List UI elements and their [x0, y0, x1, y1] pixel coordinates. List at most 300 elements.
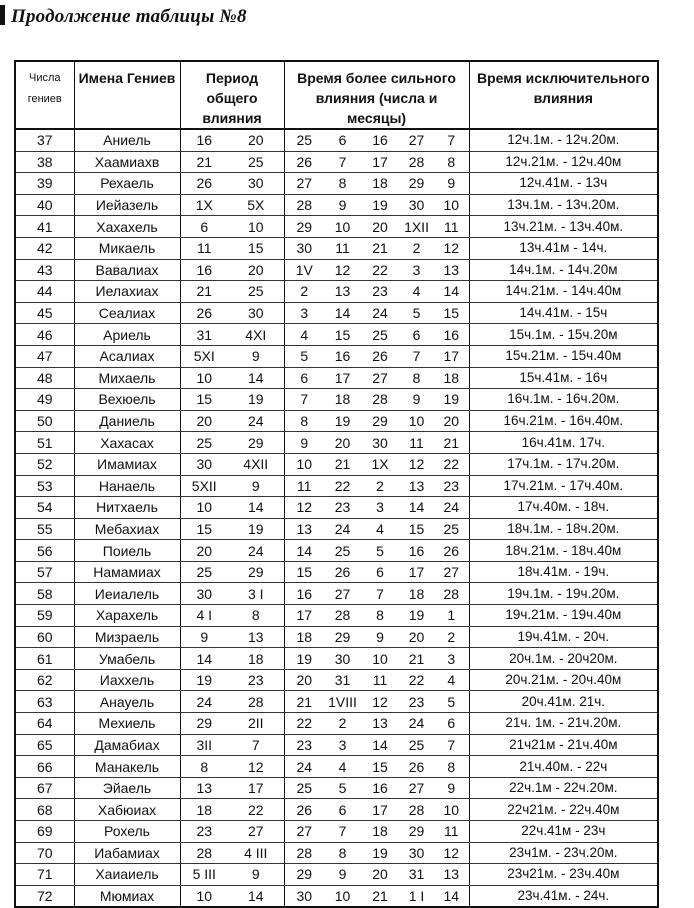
cell-strong-5: 15: [434, 302, 469, 324]
cell-number: 44: [15, 281, 74, 303]
cell-strong-4: 3: [399, 259, 434, 281]
cell-period-end: 15: [228, 237, 284, 259]
table-row: [15, 173, 658, 195]
title-text: Продолжение таблицы №8: [11, 6, 247, 27]
table-row: [15, 561, 658, 583]
table-row: [15, 302, 658, 324]
cell-strong-3: 4: [361, 518, 399, 540]
cell-strong-4: 16: [399, 540, 434, 562]
cell-strong-4: 5: [399, 302, 434, 324]
cell-exclusive-time: 20ч.21м. - 20ч.40м: [469, 669, 658, 691]
table-row: [15, 345, 658, 367]
table-row: [15, 885, 658, 907]
cell-strong-2: 10: [324, 885, 361, 907]
cell-strong-1: 29: [284, 216, 324, 238]
cell-strong-1: 22: [284, 713, 324, 735]
cell-strong-4: 12: [399, 453, 434, 475]
cell-strong-2: 23: [324, 497, 361, 519]
cell-period-end: 28: [228, 691, 284, 713]
table-row: [15, 540, 658, 562]
cell-period-end: 3 I: [228, 583, 284, 605]
cell-period-start: 20: [180, 540, 228, 562]
cell-name: Мебахиах: [74, 518, 180, 540]
cell-period-start: 5 III: [180, 864, 228, 886]
cell-strong-5: 1: [434, 605, 469, 627]
cell-exclusive-time: 21ч.40м. - 22ч: [469, 756, 658, 778]
cell-period-end: 13: [228, 626, 284, 648]
cell-strong-4: 14: [399, 497, 434, 519]
cell-strong-1: 13: [284, 518, 324, 540]
cell-number: 40: [15, 194, 74, 216]
cell-strong-3: 20: [361, 216, 399, 238]
table-row: [15, 367, 658, 389]
cell-period-start: 4 I: [180, 605, 228, 627]
cell-exclusive-time: 13ч.21м. - 13ч.40м.: [469, 216, 658, 238]
cell-strong-4: 6: [399, 324, 434, 346]
table-body: [15, 129, 658, 907]
cell-strong-3: 10: [361, 648, 399, 670]
cell-name: Эйаель: [74, 777, 180, 799]
cell-strong-3: 17: [361, 151, 399, 173]
cell-number: 63: [15, 691, 74, 713]
cell-strong-5: 12: [434, 842, 469, 864]
cell-number: 53: [15, 475, 74, 497]
table-row: [15, 583, 658, 605]
cell-period-start: 6: [180, 216, 228, 238]
cell-strong-5: 5: [434, 691, 469, 713]
cell-strong-3: 25: [361, 324, 399, 346]
cell-strong-4: 18: [399, 583, 434, 605]
cell-strong-4: 27: [399, 777, 434, 799]
cell-name: Вавалиах: [74, 259, 180, 281]
cell-strong-3: 2: [361, 475, 399, 497]
cell-period-end: 25: [228, 151, 284, 173]
cell-strong-1: 25: [284, 129, 324, 151]
cell-strong-2: 19: [324, 410, 361, 432]
cell-strong-5: 7: [434, 129, 469, 151]
cell-period-start: 10: [180, 885, 228, 907]
cell-strong-1: 28: [284, 842, 324, 864]
cell-strong-1: 30: [284, 237, 324, 259]
cell-period-end: 12: [228, 756, 284, 778]
table-row: [15, 497, 658, 519]
cell-period-end: 20: [228, 259, 284, 281]
cell-strong-3: 12: [361, 691, 399, 713]
cell-strong-1: 5: [284, 345, 324, 367]
table-row: [15, 475, 658, 497]
cell-strong-1: 27: [284, 173, 324, 195]
cell-period-end: 20: [228, 129, 284, 151]
cell-strong-2: 7: [324, 151, 361, 173]
page-title: [0, 5, 247, 28]
cell-strong-1: 15: [284, 561, 324, 583]
cell-strong-5: 28: [434, 583, 469, 605]
cell-name: Рехаель: [74, 173, 180, 195]
cell-strong-3: 28: [361, 389, 399, 411]
cell-number: 42: [15, 237, 74, 259]
cell-strong-4: 1XII: [399, 216, 434, 238]
cell-strong-5: 12: [434, 237, 469, 259]
cell-period-end: 14: [228, 885, 284, 907]
cell-number: 37: [15, 129, 74, 151]
cell-name: Иелахиах: [74, 281, 180, 303]
cell-exclusive-time: 17ч.21м. - 17ч.40м.: [469, 475, 658, 497]
cell-period-end: 4XII: [228, 453, 284, 475]
table-row: [15, 605, 658, 627]
cell-number: 49: [15, 389, 74, 411]
cell-strong-3: 27: [361, 367, 399, 389]
table-row: [15, 648, 658, 670]
table-row: [15, 129, 658, 151]
cell-period-start: 18: [180, 799, 228, 821]
cell-strong-1: 26: [284, 799, 324, 821]
cell-strong-2: 18: [324, 389, 361, 411]
cell-period-start: 13: [180, 777, 228, 799]
cell-name: Манакель: [74, 756, 180, 778]
cell-name: Хаамиахв: [74, 151, 180, 173]
cell-strong-1: 12: [284, 497, 324, 519]
cell-period-start: 31: [180, 324, 228, 346]
cell-strong-1: 20: [284, 669, 324, 691]
cell-strong-2: 9: [324, 194, 361, 216]
cell-strong-4: 15: [399, 518, 434, 540]
cell-strong-4: 8: [399, 367, 434, 389]
cell-strong-4: 2: [399, 237, 434, 259]
cell-exclusive-time: 12ч.1м. - 12ч.20м.: [469, 129, 658, 151]
cell-exclusive-time: 15ч.1м. - 15ч.20м: [469, 324, 658, 346]
cell-strong-1: 17: [284, 605, 324, 627]
cell-strong-1: 23: [284, 734, 324, 756]
cell-period-end: 19: [228, 389, 284, 411]
cell-period-start: 16: [180, 129, 228, 151]
cell-strong-5: 21: [434, 432, 469, 454]
cell-number: 52: [15, 453, 74, 475]
cell-strong-3: 29: [361, 410, 399, 432]
cell-name: Поиель: [74, 540, 180, 562]
cell-strong-4: 25: [399, 734, 434, 756]
cell-strong-4: 11: [399, 432, 434, 454]
cell-number: 45: [15, 302, 74, 324]
cell-strong-4: 10: [399, 410, 434, 432]
cell-strong-5: 23: [434, 475, 469, 497]
cell-period-start: 28: [180, 842, 228, 864]
header-stronger-influence: Время более сильного влияния (числа и месяцы): [284, 61, 469, 129]
cell-strong-2: 1VIII: [324, 691, 361, 713]
cell-strong-1: 11: [284, 475, 324, 497]
cell-name: Хахахель: [74, 216, 180, 238]
cell-exclusive-time: 20ч.41м. 21ч.: [469, 691, 658, 713]
genies-table: [14, 60, 659, 908]
cell-strong-4: 21: [399, 648, 434, 670]
cell-strong-2: 3: [324, 734, 361, 756]
cell-period-end: 4XI: [228, 324, 284, 346]
cell-period-end: 18: [228, 648, 284, 670]
cell-period-start: 29: [180, 713, 228, 735]
cell-period-start: 5XII: [180, 475, 228, 497]
cell-strong-2: 11: [324, 237, 361, 259]
cell-period-end: 17: [228, 777, 284, 799]
cell-strong-2: 5: [324, 777, 361, 799]
cell-strong-3: 18: [361, 173, 399, 195]
cell-strong-5: 10: [434, 194, 469, 216]
cell-strong-5: 10: [434, 799, 469, 821]
cell-period-start: 5XI: [180, 345, 228, 367]
cell-strong-2: 6: [324, 129, 361, 151]
cell-period-start: 19: [180, 669, 228, 691]
cell-strong-1: 29: [284, 864, 324, 886]
cell-strong-1: 21: [284, 691, 324, 713]
cell-strong-2: 13: [324, 281, 361, 303]
cell-name: Аниель: [74, 129, 180, 151]
cell-period-end: 29: [228, 561, 284, 583]
cell-period-start: 30: [180, 453, 228, 475]
cell-name: Мехиель: [74, 713, 180, 735]
cell-strong-3: 1X: [361, 453, 399, 475]
cell-number: 48: [15, 367, 74, 389]
table-row: [15, 799, 658, 821]
cell-strong-1: 10: [284, 453, 324, 475]
cell-strong-2: 7: [324, 821, 361, 843]
cell-strong-5: 20: [434, 410, 469, 432]
cell-name: Мизраель: [74, 626, 180, 648]
cell-strong-5: 3: [434, 648, 469, 670]
cell-strong-1: 1V: [284, 259, 324, 281]
cell-name: Умабель: [74, 648, 180, 670]
cell-number: 64: [15, 713, 74, 735]
cell-period-end: 29: [228, 432, 284, 454]
cell-strong-5: 19: [434, 389, 469, 411]
cell-strong-5: 7: [434, 734, 469, 756]
cell-name: Намамиах: [74, 561, 180, 583]
cell-period-end: 14: [228, 367, 284, 389]
header-name: Имена Гениев: [74, 61, 180, 129]
cell-exclusive-time: 18ч.21м. - 18ч.40м: [469, 540, 658, 562]
cell-name: Имамиах: [74, 453, 180, 475]
table-row: [15, 691, 658, 713]
cell-period-end: 24: [228, 410, 284, 432]
cell-number: 41: [15, 216, 74, 238]
table-row: [15, 626, 658, 648]
header-number: Числа гениев: [15, 61, 74, 129]
cell-period-start: 23: [180, 821, 228, 843]
cell-strong-5: 13: [434, 259, 469, 281]
cell-strong-2: 22: [324, 475, 361, 497]
cell-number: 66: [15, 756, 74, 778]
cell-number: 65: [15, 734, 74, 756]
cell-name: Рохель: [74, 821, 180, 843]
cell-period-end: 14: [228, 497, 284, 519]
cell-exclusive-time: 14ч.1м. - 14ч.20м: [469, 259, 658, 281]
cell-strong-3: 14: [361, 734, 399, 756]
cell-name: Иабамиах: [74, 842, 180, 864]
cell-number: 58: [15, 583, 74, 605]
cell-period-start: 20: [180, 410, 228, 432]
cell-name: Асалиах: [74, 345, 180, 367]
cell-strong-4: 1 I: [399, 885, 434, 907]
cell-strong-2: 29: [324, 626, 361, 648]
cell-strong-5: 14: [434, 281, 469, 303]
cell-strong-3: 7: [361, 583, 399, 605]
cell-exclusive-time: 20ч.1м. - 20ч20м.: [469, 648, 658, 670]
cell-strong-3: 18: [361, 821, 399, 843]
table-row: [15, 756, 658, 778]
cell-period-start: 24: [180, 691, 228, 713]
cell-strong-3: 15: [361, 756, 399, 778]
cell-strong-3: 22: [361, 259, 399, 281]
cell-strong-4: 26: [399, 756, 434, 778]
cell-strong-4: 27: [399, 129, 434, 151]
cell-strong-3: 21: [361, 885, 399, 907]
cell-strong-2: 4: [324, 756, 361, 778]
cell-strong-5: 8: [434, 151, 469, 173]
cell-period-start: 10: [180, 367, 228, 389]
cell-strong-1: 24: [284, 756, 324, 778]
cell-strong-5: 24: [434, 497, 469, 519]
cell-strong-3: 19: [361, 194, 399, 216]
cell-strong-1: 25: [284, 777, 324, 799]
cell-number: 68: [15, 799, 74, 821]
cell-strong-2: 6: [324, 799, 361, 821]
cell-number: 43: [15, 259, 74, 281]
cell-period-start: 1X: [180, 194, 228, 216]
cell-strong-5: 9: [434, 173, 469, 195]
cell-exclusive-time: 22ч.1м - 22ч.20м.: [469, 777, 658, 799]
cell-strong-1: 16: [284, 583, 324, 605]
cell-period-start: 15: [180, 389, 228, 411]
cell-strong-5: 27: [434, 561, 469, 583]
cell-strong-3: 16: [361, 777, 399, 799]
cell-strong-1: 26: [284, 151, 324, 173]
cell-strong-2: 27: [324, 583, 361, 605]
cell-strong-4: 20: [399, 626, 434, 648]
cell-exclusive-time: 23ч.41м. - 24ч.: [469, 885, 658, 907]
cell-strong-4: 17: [399, 561, 434, 583]
cell-name: Микаель: [74, 237, 180, 259]
cell-strong-3: 5: [361, 540, 399, 562]
table-row: [15, 518, 658, 540]
cell-strong-1: 14: [284, 540, 324, 562]
cell-period-end: 9: [228, 345, 284, 367]
cell-strong-2: 24: [324, 518, 361, 540]
cell-exclusive-time: 17ч.40м. - 18ч.: [469, 497, 658, 519]
cell-name: Хаиаиель: [74, 864, 180, 886]
cell-strong-2: 9: [324, 864, 361, 886]
cell-period-end: 8: [228, 605, 284, 627]
cell-strong-3: 13: [361, 713, 399, 735]
cell-strong-4: 19: [399, 605, 434, 627]
table-row: [15, 669, 658, 691]
cell-strong-1: 19: [284, 648, 324, 670]
cell-strong-2: 20: [324, 432, 361, 454]
cell-strong-2: 30: [324, 648, 361, 670]
cell-period-start: 16: [180, 259, 228, 281]
cell-strong-2: 2: [324, 713, 361, 735]
cell-strong-4: 29: [399, 821, 434, 843]
table-row: [15, 410, 658, 432]
cell-period-start: 9: [180, 626, 228, 648]
cell-exclusive-time: 23ч21м. - 23ч.40м: [469, 864, 658, 886]
cell-strong-2: 8: [324, 842, 361, 864]
table-row: [15, 259, 658, 281]
cell-exclusive-time: 12ч.41м. - 13ч: [469, 173, 658, 195]
cell-period-end: 22: [228, 799, 284, 821]
cell-exclusive-time: 13ч.41м - 14ч.: [469, 237, 658, 259]
cell-exclusive-time: 21ч. 1м. - 21ч.20м.: [469, 713, 658, 735]
cell-strong-4: 13: [399, 475, 434, 497]
cell-exclusive-time: 16ч.1м. - 16ч.20м.: [469, 389, 658, 411]
cell-strong-5: 11: [434, 216, 469, 238]
cell-strong-2: 16: [324, 345, 361, 367]
table-row: [15, 389, 658, 411]
cell-period-start: 25: [180, 561, 228, 583]
cell-period-end: 30: [228, 173, 284, 195]
cell-exclusive-time: 18ч.41м. - 19ч.: [469, 561, 658, 583]
cell-exclusive-time: 17ч.1м. - 17ч.20м.: [469, 453, 658, 475]
cell-number: 38: [15, 151, 74, 173]
cell-period-start: 3II: [180, 734, 228, 756]
cell-exclusive-time: 13ч.1м. - 13ч.20м.: [469, 194, 658, 216]
table-row: [15, 281, 658, 303]
cell-name: Иейазель: [74, 194, 180, 216]
cell-period-start: 10: [180, 497, 228, 519]
cell-strong-4: 22: [399, 669, 434, 691]
cell-strong-5: 16: [434, 324, 469, 346]
cell-strong-4: 30: [399, 842, 434, 864]
cell-strong-1: 4: [284, 324, 324, 346]
cell-exclusive-time: 21ч21м - 21ч.40м: [469, 734, 658, 756]
cell-period-end: 7: [228, 734, 284, 756]
table-row: [15, 864, 658, 886]
cell-name: Ариель: [74, 324, 180, 346]
cell-number: 47: [15, 345, 74, 367]
cell-exclusive-time: 22ч.41м - 23ч: [469, 821, 658, 843]
cell-name: Хахасах: [74, 432, 180, 454]
table-row: [15, 734, 658, 756]
cell-number: 39: [15, 173, 74, 195]
cell-strong-5: 6: [434, 713, 469, 735]
cell-period-end: 2II: [228, 713, 284, 735]
cell-name: Нитхаель: [74, 497, 180, 519]
cell-strong-2: 15: [324, 324, 361, 346]
cell-period-start: 11: [180, 237, 228, 259]
cell-strong-2: 31: [324, 669, 361, 691]
cell-strong-1: 2: [284, 281, 324, 303]
cell-strong-3: 11: [361, 669, 399, 691]
table-row: [15, 777, 658, 799]
cell-name: Мюмиах: [74, 885, 180, 907]
cell-name: Сеалиах: [74, 302, 180, 324]
cell-strong-4: 28: [399, 799, 434, 821]
cell-strong-5: 17: [434, 345, 469, 367]
cell-number: 54: [15, 497, 74, 519]
cell-name: Хабюиах: [74, 799, 180, 821]
cell-number: 50: [15, 410, 74, 432]
cell-strong-5: 22: [434, 453, 469, 475]
cell-strong-1: 3: [284, 302, 324, 324]
cell-number: 67: [15, 777, 74, 799]
cell-exclusive-time: 19ч.1м. - 19ч.20м.: [469, 583, 658, 605]
cell-strong-1: 30: [284, 885, 324, 907]
cell-strong-5: 26: [434, 540, 469, 562]
cell-period-end: 9: [228, 864, 284, 886]
cell-exclusive-time: 19ч.41м. - 20ч.: [469, 626, 658, 648]
cell-strong-3: 9: [361, 626, 399, 648]
cell-exclusive-time: 14ч.21м. - 14ч.40м: [469, 281, 658, 303]
cell-period-end: 5X: [228, 194, 284, 216]
cell-period-start: 25: [180, 432, 228, 454]
cell-period-end: 9: [228, 475, 284, 497]
cell-period-start: 21: [180, 151, 228, 173]
